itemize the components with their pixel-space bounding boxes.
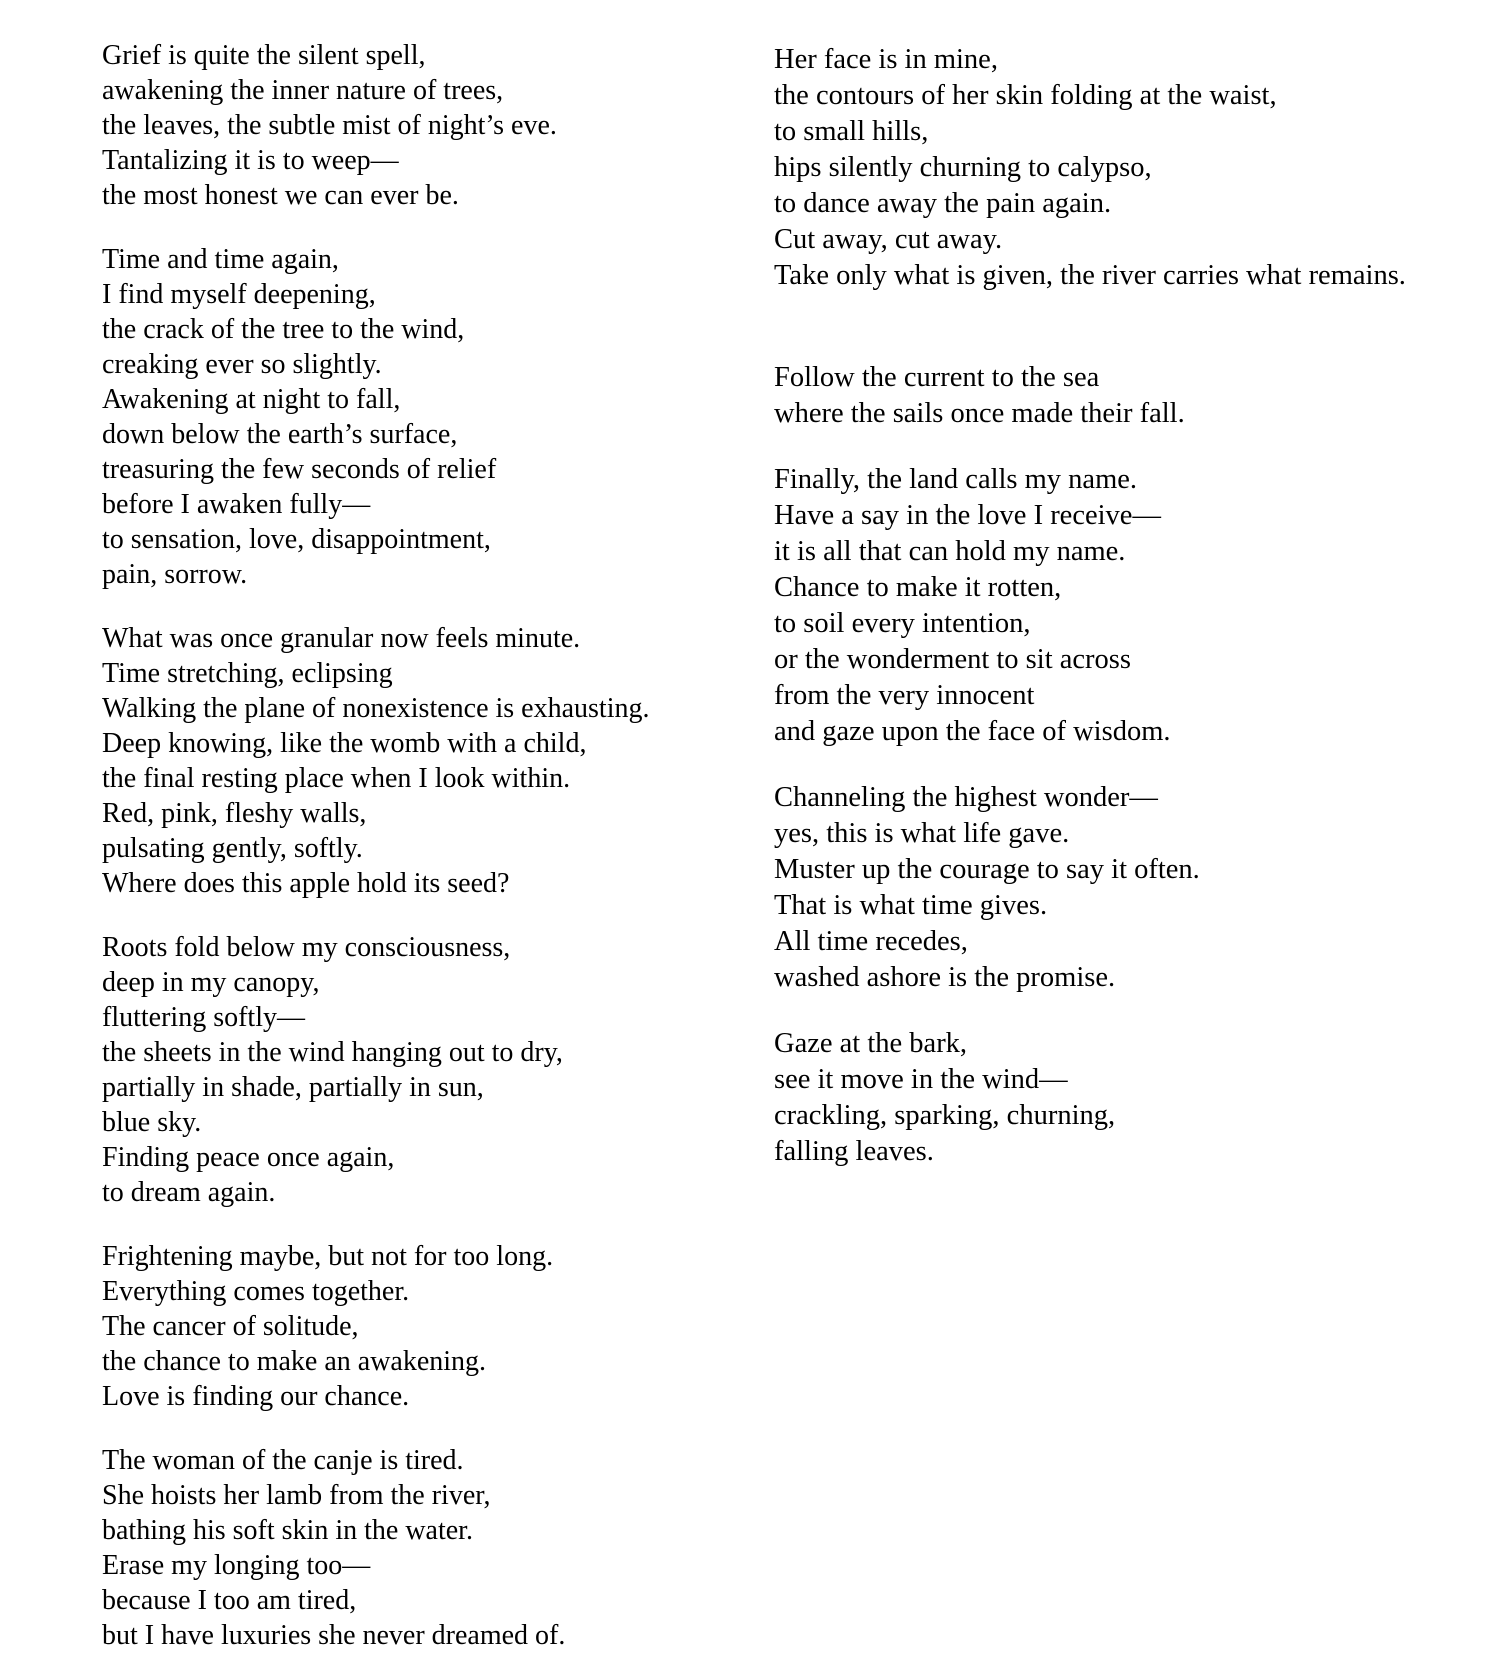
poem-line: from the very innocent xyxy=(774,680,1035,711)
poem-line: Her face is in mine, xyxy=(774,44,998,75)
poem-line: Tantalizing it is to weep— xyxy=(102,145,399,176)
poem-line: What was once granular now feels minute. xyxy=(102,623,581,654)
poem-line: to small hills, xyxy=(774,116,929,147)
poem-line: or the wonderment to sit across xyxy=(774,644,1131,675)
poem-line: the final resting place when I look within. xyxy=(102,763,571,794)
stanza xyxy=(774,42,1494,294)
poem-line: Finally, the land calls my name. xyxy=(774,464,1138,495)
poem-line: Everything comes together. xyxy=(102,1276,410,1307)
poem-line: the leaves, the subtle mist of night’s eve. xyxy=(102,110,557,141)
poem-line: but I have luxuries she never dreamed of. xyxy=(102,1620,566,1651)
poem-line: That is what time gives. xyxy=(774,890,1048,921)
poem-line: Deep knowing, like the womb with a child, xyxy=(102,728,587,759)
poem-line: All time recedes, xyxy=(774,926,968,957)
poem-line: Channeling the highest wonder— xyxy=(774,782,1158,813)
poem-line: see it move in the wind— xyxy=(774,1064,1068,1095)
poem-line: blue sky. xyxy=(102,1107,202,1138)
poem-line: yes, this is what life gave. xyxy=(774,818,1070,849)
poem-line: She hoists her lamb from the river, xyxy=(102,1480,491,1511)
stanza xyxy=(102,1443,742,1653)
poem-line: the sheets in the wind hanging out to dry, xyxy=(102,1037,563,1068)
poem-line: Have a say in the love I receive— xyxy=(774,500,1161,531)
poem-line: Roots fold below my consciousness, xyxy=(102,932,511,963)
poem-line: The cancer of solitude, xyxy=(102,1311,359,1342)
poem-line: pulsating gently, softly. xyxy=(102,833,363,864)
stanza xyxy=(774,1026,1494,1170)
poem-line: fluttering softly— xyxy=(102,1002,305,1033)
poem-line: Chance to make it rotten, xyxy=(774,572,1062,603)
poem-line: Frightening maybe, but not for too long. xyxy=(102,1241,554,1272)
poem-line: I find myself deepening, xyxy=(102,279,376,310)
poem-line: the contours of her skin folding at the waist, xyxy=(774,80,1277,111)
poem-line: Finding peace once again, xyxy=(102,1142,395,1173)
poem-line: Erase my longing too— xyxy=(102,1550,371,1581)
stanza xyxy=(102,242,742,592)
poem-line: Take only what is given, the river carries what remains. xyxy=(774,260,1406,291)
poem-line: down below the earth’s surface, xyxy=(102,419,458,450)
stanza xyxy=(102,38,742,213)
stanza xyxy=(774,780,1494,996)
poem-line: awakening the inner nature of trees, xyxy=(102,75,504,106)
poem-line: washed ashore is the promise. xyxy=(774,962,1116,993)
poem-line: the crack of the tree to the wind, xyxy=(102,314,465,345)
stanza xyxy=(774,360,1494,432)
poem-left-column xyxy=(102,38,742,1653)
poem-line: Red, pink, fleshy walls, xyxy=(102,798,367,829)
poem-line: treasuring the few seconds of relief xyxy=(102,454,497,485)
poem-line: Walking the plane of nonexistence is exhausting. xyxy=(102,693,650,724)
poem-line: Muster up the courage to say it often. xyxy=(774,854,1200,885)
poem-line: hips silently churning to calypso, xyxy=(774,152,1152,183)
poem-line: to dream again. xyxy=(102,1177,276,1208)
poem-line: pain, sorrow. xyxy=(102,559,248,590)
poem-line: Time and time again, xyxy=(102,244,339,275)
poem-line: Gaze at the bark, xyxy=(774,1028,968,1059)
poem-line: Time stretching, eclipsing xyxy=(102,658,393,689)
poem-line: to soil every intention, xyxy=(774,608,1031,639)
poem-line: bathing his soft skin in the water. xyxy=(102,1515,473,1546)
poem-line: before I awaken fully— xyxy=(102,489,371,520)
poem-line: to sensation, love, disappointment, xyxy=(102,524,491,555)
poem-right-column xyxy=(774,42,1494,1170)
poem-line: because I too am tired, xyxy=(102,1585,357,1616)
stanza xyxy=(774,462,1494,750)
poem-line: the chance to make an awakening. xyxy=(102,1346,487,1377)
poem-line: it is all that can hold my name. xyxy=(774,536,1126,567)
poem-line: where the sails once made their fall. xyxy=(774,398,1185,429)
poem-line: Follow the current to the sea xyxy=(774,362,1100,393)
poem-line: deep in my canopy, xyxy=(102,967,320,998)
poem-line: and gaze upon the face of wisdom. xyxy=(774,716,1171,747)
poem-line: Awakening at night to fall, xyxy=(102,384,401,415)
stanza xyxy=(102,621,742,901)
stanza xyxy=(102,930,742,1210)
poem-line: to dance away the pain again. xyxy=(774,188,1112,219)
poem-line: falling leaves. xyxy=(774,1136,934,1167)
poem-line: Grief is quite the silent spell, xyxy=(102,40,426,71)
stanza xyxy=(102,1239,742,1414)
poem-line: partially in shade, partially in sun, xyxy=(102,1072,484,1103)
poem-line: crackling, sparking, churning, xyxy=(774,1100,1116,1131)
poem-line: creaking ever so slightly. xyxy=(102,349,382,380)
poem-line: the most honest we can ever be. xyxy=(102,180,459,211)
poem-line: Cut away, cut away. xyxy=(774,224,1003,255)
poem-line: Where does this apple hold its seed? xyxy=(102,868,510,899)
poem-line: The woman of the canje is tired. xyxy=(102,1445,464,1476)
poem-line: Love is finding our chance. xyxy=(102,1381,410,1412)
